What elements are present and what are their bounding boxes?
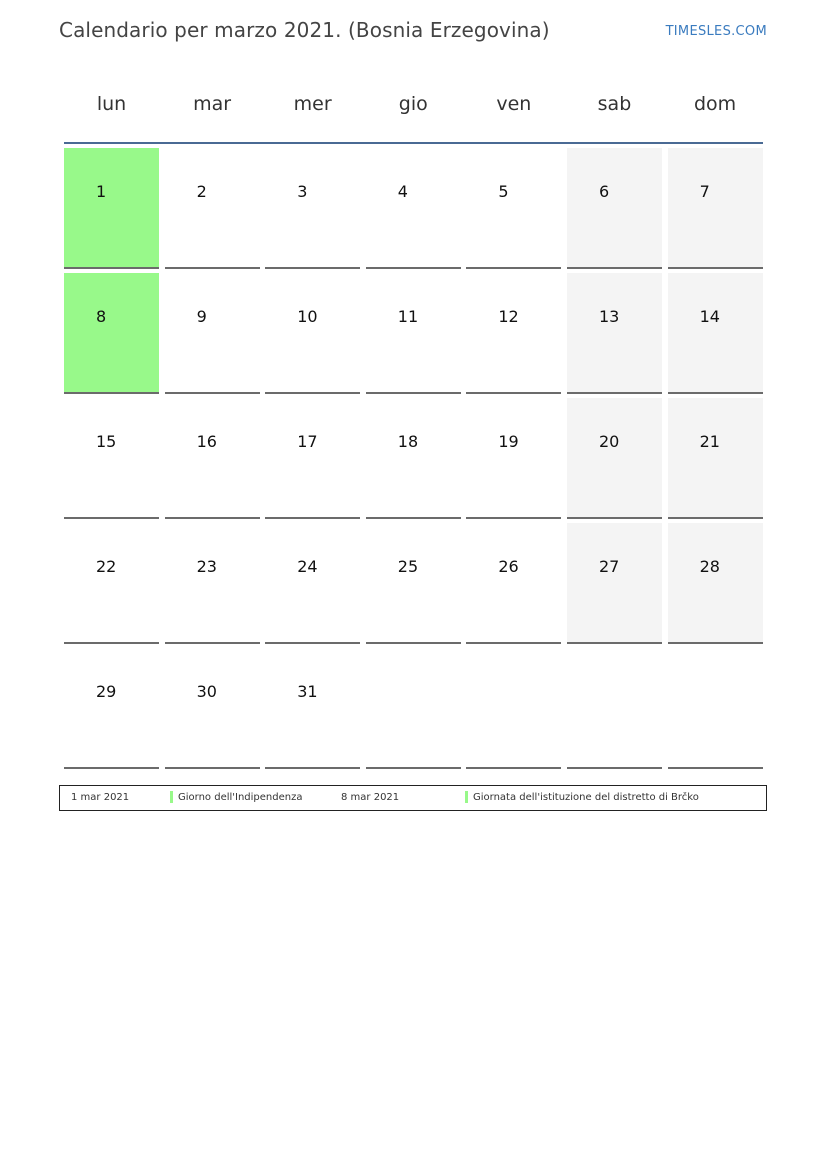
page-title: Calendario per marzo 2021. (Bosnia Erzegovina) bbox=[59, 18, 550, 42]
day-number: 5 bbox=[498, 182, 509, 201]
day-number: 24 bbox=[297, 557, 318, 576]
weeks-container bbox=[64, 148, 763, 769]
day-cell-16[interactable] bbox=[165, 398, 260, 519]
day-number: 16 bbox=[196, 432, 217, 451]
day-cell-23[interactable] bbox=[165, 523, 260, 644]
day-cell-2[interactable] bbox=[165, 148, 260, 269]
weekday-sun: dom bbox=[693, 92, 737, 115]
day-number: 12 bbox=[498, 307, 519, 326]
legend-name-1: Giorno dell'Indipendenza bbox=[178, 792, 303, 803]
week-row bbox=[64, 273, 763, 394]
day-cell-10[interactable] bbox=[265, 273, 360, 394]
day-number: 31 bbox=[297, 682, 318, 701]
site-link[interactable]: TIMESLES.COM bbox=[665, 24, 767, 39]
calendar-grid bbox=[64, 80, 763, 773]
day-cell-28[interactable] bbox=[668, 523, 763, 644]
legend-date-1: 1 mar 2021 bbox=[71, 792, 130, 803]
week-row bbox=[64, 648, 763, 769]
day-number: 29 bbox=[96, 682, 117, 701]
day-cell-19[interactable] bbox=[466, 398, 561, 519]
day-cell-13[interactable] bbox=[567, 273, 662, 394]
day-number: 23 bbox=[196, 557, 217, 576]
day-cell-14[interactable] bbox=[668, 273, 763, 394]
header-divider bbox=[64, 142, 763, 144]
day-cell-26[interactable] bbox=[466, 523, 561, 644]
day-number: 14 bbox=[699, 307, 720, 326]
legend-color-swatch-1 bbox=[170, 791, 173, 803]
weekday-sat: sab bbox=[597, 92, 632, 115]
day-number: 19 bbox=[498, 432, 519, 451]
day-number: 22 bbox=[96, 557, 117, 576]
day-cell-31[interactable] bbox=[265, 648, 360, 769]
day-number: 13 bbox=[598, 307, 620, 326]
day-cell-22[interactable] bbox=[64, 523, 159, 644]
week-row bbox=[64, 398, 763, 519]
day-number: 21 bbox=[699, 432, 720, 451]
weekday-header-row bbox=[64, 80, 763, 127]
day-number: 26 bbox=[498, 557, 519, 576]
day-cell-25[interactable] bbox=[366, 523, 461, 644]
legend-name-2: Giornata dell'istituzione del distretto di Brčko bbox=[473, 792, 699, 803]
day-number: 10 bbox=[297, 307, 318, 326]
day-number: 6 bbox=[598, 182, 610, 201]
weekday-mon: lun bbox=[96, 92, 127, 115]
day-number: 30 bbox=[196, 682, 217, 701]
day-cell-20[interactable] bbox=[567, 398, 662, 519]
day-number: 28 bbox=[699, 557, 720, 576]
day-cell-24[interactable] bbox=[265, 523, 360, 644]
day-number: 2 bbox=[196, 182, 207, 201]
day-number: 1 bbox=[96, 182, 107, 201]
day-cell-21[interactable] bbox=[668, 398, 763, 519]
day-cell-30[interactable] bbox=[165, 648, 260, 769]
day-number: 18 bbox=[397, 432, 419, 451]
day-cell-4[interactable] bbox=[366, 148, 461, 269]
day-number: 17 bbox=[297, 432, 318, 451]
day-cell-9[interactable] bbox=[165, 273, 260, 394]
day-cell-29[interactable] bbox=[64, 648, 159, 769]
empty-day-cell bbox=[567, 648, 662, 769]
week-row bbox=[64, 148, 763, 269]
day-number: 15 bbox=[96, 432, 117, 451]
legend-date-2: 8 mar 2021 bbox=[341, 792, 400, 803]
week-row bbox=[64, 523, 763, 644]
day-cell-3[interactable] bbox=[265, 148, 360, 269]
day-number: 4 bbox=[397, 182, 408, 201]
day-cell-5[interactable] bbox=[466, 148, 561, 269]
day-number: 25 bbox=[397, 557, 419, 576]
empty-day-cell bbox=[366, 648, 461, 769]
day-cell-15[interactable] bbox=[64, 398, 159, 519]
day-number: 8 bbox=[96, 307, 107, 326]
day-cell-1[interactable] bbox=[64, 148, 159, 269]
holiday-legend bbox=[59, 785, 767, 811]
weekday-wed: mer bbox=[293, 92, 332, 115]
legend-color-swatch-2 bbox=[465, 791, 468, 803]
day-number: 9 bbox=[196, 307, 207, 326]
day-cell-12[interactable] bbox=[466, 273, 561, 394]
day-cell-11[interactable] bbox=[366, 273, 461, 394]
day-cell-6[interactable] bbox=[567, 148, 662, 269]
weekday-thu: gio bbox=[398, 92, 428, 115]
day-number: 7 bbox=[699, 182, 710, 201]
day-cell-8[interactable] bbox=[64, 273, 159, 394]
day-number: 27 bbox=[598, 557, 620, 576]
day-cell-7[interactable] bbox=[668, 148, 763, 269]
day-cell-27[interactable] bbox=[567, 523, 662, 644]
day-number: 3 bbox=[297, 182, 308, 201]
empty-day-cell bbox=[466, 648, 561, 769]
day-cell-17[interactable] bbox=[265, 398, 360, 519]
weekday-fri: ven bbox=[496, 92, 532, 115]
empty-day-cell bbox=[668, 648, 763, 769]
day-number: 20 bbox=[598, 432, 620, 451]
weekday-tue: mar bbox=[193, 92, 232, 115]
day-cell-18[interactable] bbox=[366, 398, 461, 519]
day-number: 11 bbox=[397, 307, 419, 326]
